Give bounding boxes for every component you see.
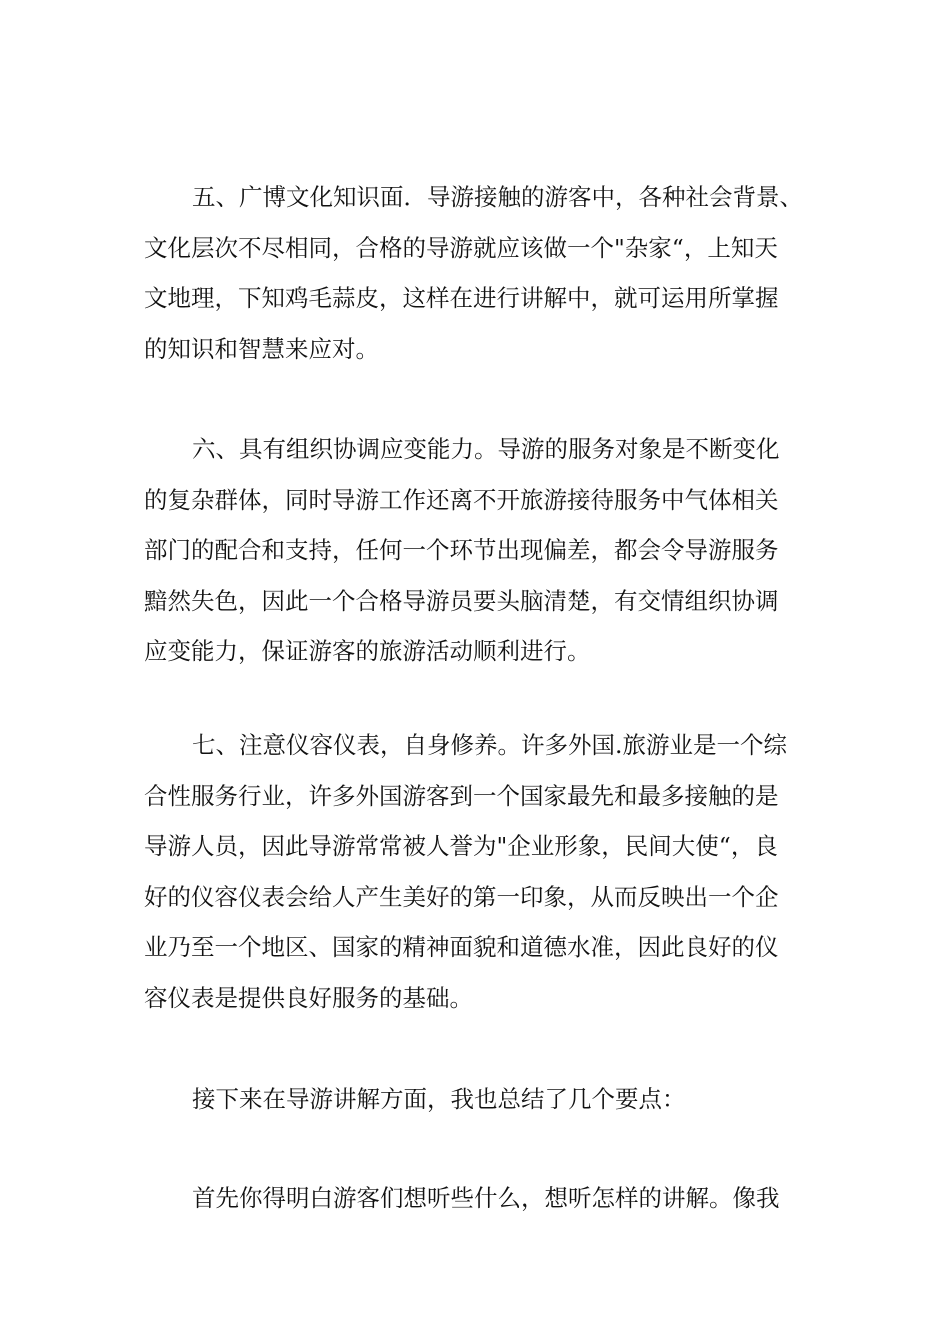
text-line: 七、注意仪容仪表，自身修养。许多外国.旅游业是一个综 [192, 731, 787, 759]
text-line: 文地理，下知鸡毛蒜皮，这样在进行讲解中，就可运用所掌握 [144, 284, 779, 312]
text-line: 接下来在导游讲解方面，我也总结了几个要点： [192, 1085, 686, 1113]
text-line: 的知识和智慧来应对。 [144, 334, 379, 363]
paragraph-broad-knowledge [144, 172, 814, 374]
text-line: 首先你得明白游客们想听些什么，想听怎样的讲解。像我 [192, 1184, 780, 1212]
text-line: 的复杂群体，同时导游工作还离不开旅游接待服务中气体相关 [144, 485, 779, 514]
text-line: 六、具有组织协调应变能力。导游的服务对象是不断变化 [192, 435, 780, 463]
text-line: 好的仪容仪表会给人产生美好的第一印象，从而反映出一个企 [144, 882, 779, 911]
paragraph-appearance [144, 720, 814, 1023]
text-line: 导游人员，因此导游常常被人誉为"企业形象，民间大使“，良 [144, 832, 778, 860]
paragraph-first-point [144, 1173, 814, 1224]
text-line: 文化层次不尽相同，合格的导游就应该做一个"杂家“，上知天 [144, 233, 778, 262]
text-line: 黯然失色，因此一个合格导游员要头脑清楚，有交情组织协调 [144, 586, 779, 615]
text-line: 五、广博文化知识面．导游接触的游客中，各种社会背景、 [192, 183, 803, 211]
text-line: 应变能力，保证游客的旅游活动顺利进行。 [144, 637, 591, 665]
text-line: 部门的配合和支持，任何一个环节出现偏差，都会令导游服务 [144, 536, 779, 564]
paragraph-explanation-intro [144, 1074, 814, 1125]
text-line: 业乃至一个地区、国家的精神面貌和道德水准，因此良好的仪 [144, 933, 779, 961]
text-line: 合性服务行业，许多外国游客到一个国家最先和最多接触的是 [144, 781, 779, 810]
text-line: 容仪表是提供良好服务的基础。 [144, 983, 473, 1012]
paragraph-coordination-ability [144, 424, 814, 677]
